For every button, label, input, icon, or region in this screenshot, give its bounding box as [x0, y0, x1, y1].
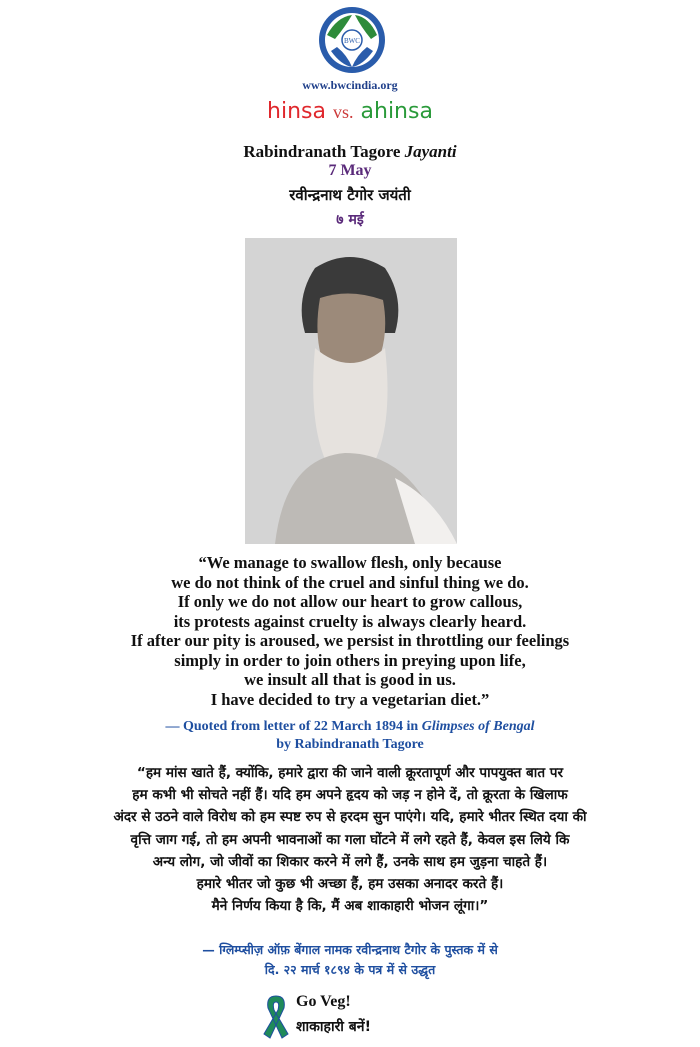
quote-line: I have decided to try a vegetarian diet.” — [210, 689, 490, 709]
quote-line-hindi: अन्य लोग, जो जीवों का शिकार करने में लगे हैं, उनके साथ हम जुड़ना चाहते हैं। — [152, 853, 548, 870]
portrait-photo — [245, 238, 457, 544]
attribution-book: Glimpses of Bengal — [421, 719, 535, 734]
awareness-ribbon-icon — [262, 992, 290, 1040]
page-title-hindi: रवीन्द्रनाथ टैगोर जयंती — [289, 186, 411, 204]
brand-banner — [0, 98, 700, 126]
event-date-hindi: ७ मई — [336, 212, 364, 228]
quote-line: “We manage to swallow flesh, only because — [198, 553, 502, 572]
website-url[interactable]: www.bwcindia.org — [302, 78, 398, 92]
bwc-logo-icon — [317, 5, 387, 75]
quote-line-hindi: वृत्ति जाग गई, तो हम अपनी भावनाओं का गला घोंटने में लगे रहते हैं, केवल इस लिये कि — [130, 831, 570, 848]
quote-line: If only we do not allow our heart to grow callous, — [177, 592, 523, 611]
quote-line: its protests against cruelty is always clearly heard. — [173, 611, 527, 631]
attribution-author: by Rabindranath Tagore — [276, 737, 424, 752]
logo-text: BWC — [344, 37, 360, 45]
quote-line: simply in order to join others in preying upon life, — [174, 650, 526, 670]
go-veg-text: Go Veg! — [296, 993, 351, 1010]
brand-ahinsa: ahinsa — [360, 99, 433, 124]
brand-hinsa: hinsa — [267, 99, 326, 124]
title-suffix: Jayanti — [404, 142, 457, 161]
attribution-prefix: — Quoted from letter of 22 March 1894 in — [165, 719, 422, 734]
quote-hindi — [10, 762, 690, 917]
quote-line-hindi: मैने निर्णय किया है कि, मैं अब शाकाहारी भोजन लूंगा।” — [211, 898, 489, 915]
quote-line: If after our pity is aroused, we persist in throttling our feelings — [130, 631, 570, 650]
quote-line-hindi: अंदर से उठने वाले विरोध को हम स्पष्ट रुप से हरदम सुन पाएंगे। यदि, हमारे भीतर स्थित दया की — [113, 809, 587, 826]
attribution-english — [0, 718, 700, 754]
attribution-hindi — [0, 940, 700, 980]
quote-english — [30, 553, 670, 709]
quote-line-hindi: हमारे भीतर जो कुछ भी अच्छा हैं, हम उसका अनादर करते हैं। — [196, 876, 504, 893]
attribution-hindi-line: दि. २२ मार्च १८९४ के पत्र में से उद्धृत — [264, 962, 436, 977]
attribution-hindi-line: — ग्लिम्प्सीज़ ऑफ़ बेंगाल नामक रवीन्द्रनाथ टैगोर के पुस्तक में से — [202, 942, 498, 957]
event-date: 7 May — [328, 162, 372, 179]
title-name: Rabindranath Tagore — [243, 142, 401, 161]
page-title — [0, 142, 700, 162]
quote-line: we insult all that is good in us. — [244, 670, 456, 689]
quote-line-hindi: हम कभी भी सोचते नहीं हैं। यदि हम अपने हृदय को जड़ न होने दें, तो क्रूरता के खिलाफ — [132, 787, 568, 804]
brand-vs: vs. — [333, 102, 354, 122]
go-veg-text-hindi: शाकाहारी बनें! — [296, 1019, 371, 1035]
quote-line-hindi: “हम मांस खाते हैं, क्योंकि, हमारे द्वारा की जाने वाली क्रूरतापूर्ण और पापयुक्त बात पर — [136, 765, 564, 781]
portrait-drawing — [245, 238, 457, 544]
quote-line: we do not think of the cruel and sinful thing we do. — [171, 572, 529, 592]
